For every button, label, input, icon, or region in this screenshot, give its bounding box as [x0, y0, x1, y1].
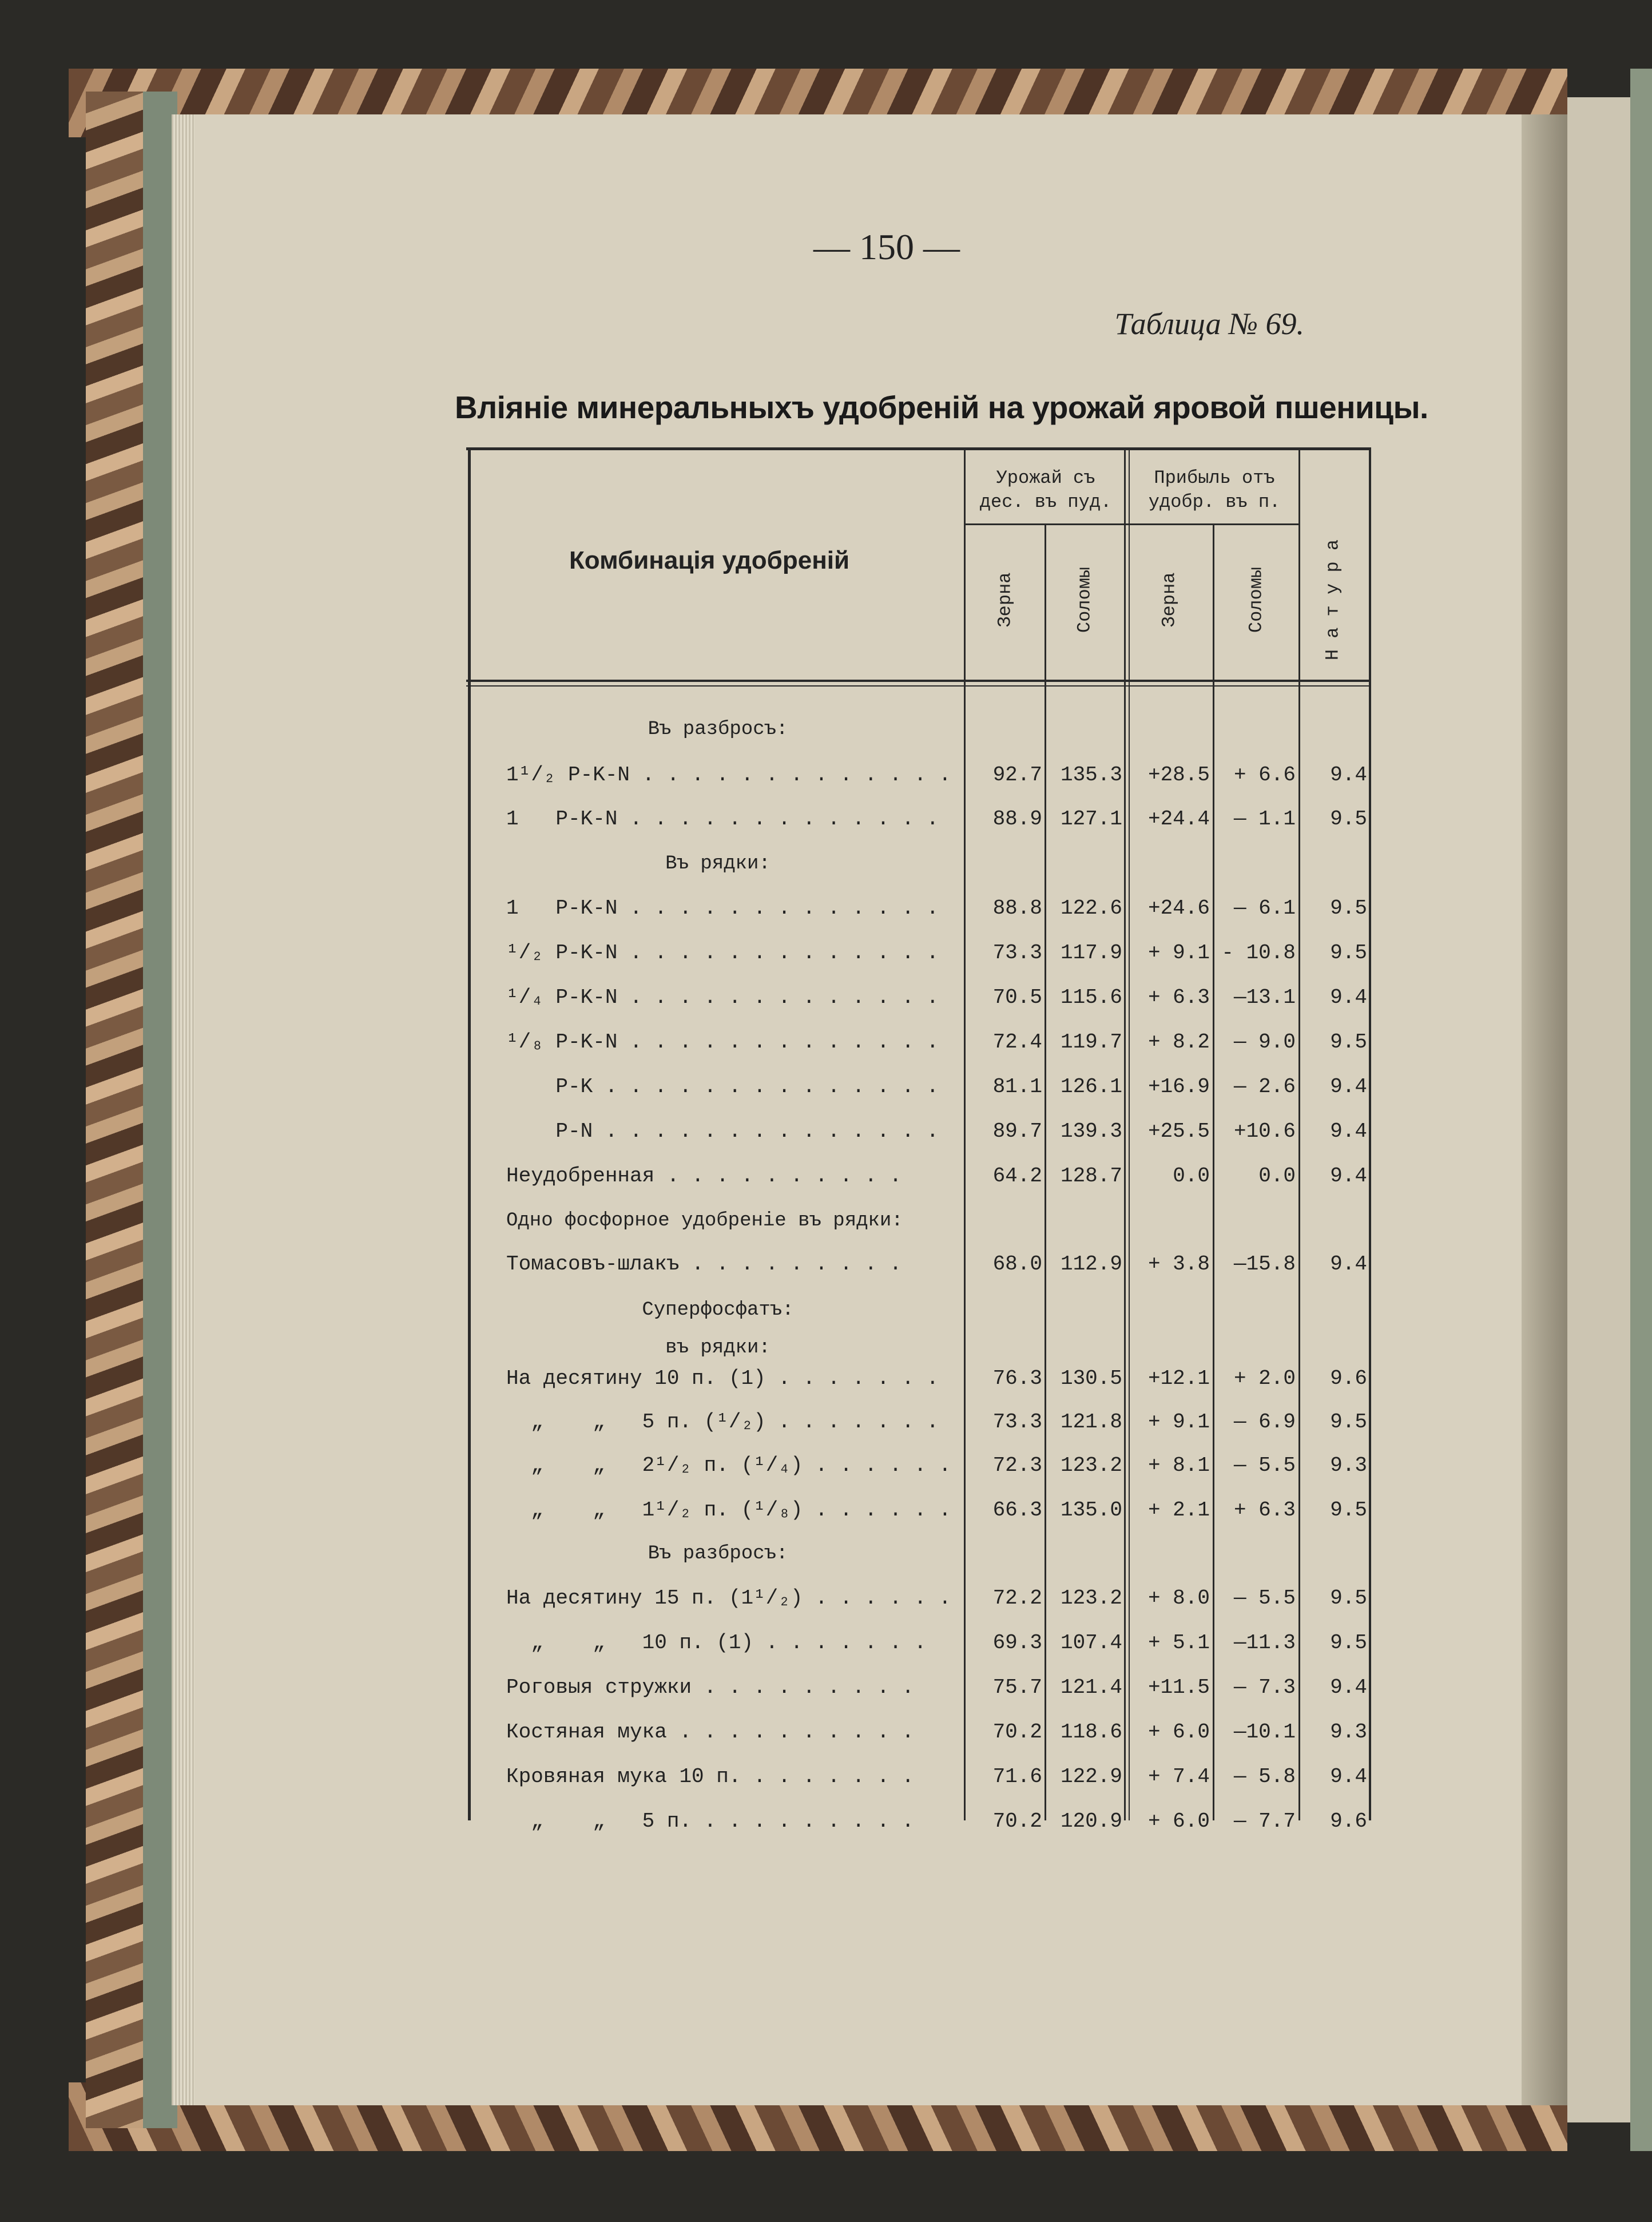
- cell-grain-yield: 71.6: [992, 1765, 1042, 1788]
- cell-grain-profit: + 5.1: [1147, 1631, 1210, 1654]
- cell-grain-profit: +12.1: [1147, 1367, 1210, 1390]
- cell-straw-profit: — 7.7: [1233, 1810, 1296, 1833]
- cell-grain-yield: 89.7: [992, 1120, 1042, 1143]
- cell-straw-profit: +10.6: [1233, 1120, 1296, 1143]
- header-col-grain-profit: Зерна: [1158, 572, 1180, 628]
- col-divider-5: [1298, 447, 1300, 1820]
- cell-grain-yield: 72.3: [992, 1454, 1042, 1477]
- cell-grain-yield: 73.3: [992, 941, 1042, 965]
- row-label: „ „ 10 п. (1) . . . . . . .: [506, 1632, 927, 1654]
- cell-straw-profit: + 6.6: [1233, 763, 1296, 787]
- cell-grain-profit: +25.5: [1147, 1120, 1210, 1143]
- row-label: ¹/₈ P-K-N . . . . . . . . . . . . .: [506, 1031, 939, 1054]
- cell-grain-profit: + 9.1: [1147, 941, 1210, 965]
- row-label: Неудобренная . . . . . . . . . .: [506, 1165, 902, 1188]
- cell-grain-yield: 70.5: [992, 986, 1042, 1009]
- cell-grain-profit: + 8.2: [1147, 1030, 1210, 1054]
- header-col-straw: Соломы: [1074, 566, 1095, 633]
- cell-natura: 9.5: [1330, 807, 1367, 831]
- cell-grain-profit: +16.9: [1147, 1075, 1210, 1098]
- cell-grain-profit: + 6.0: [1147, 1810, 1210, 1833]
- cell-straw-yield: 121.4: [1060, 1676, 1122, 1699]
- cell-straw-yield: 123.2: [1060, 1586, 1122, 1610]
- cell-grain-profit: + 8.1: [1147, 1454, 1210, 1477]
- cell-natura: 9.5: [1330, 1498, 1367, 1522]
- cell-straw-yield: 122.9: [1060, 1765, 1122, 1788]
- cell-grain-yield: 76.3: [992, 1367, 1042, 1390]
- cell-straw-yield: 107.4: [1060, 1631, 1122, 1654]
- col-divider-3: [1124, 447, 1126, 1820]
- header-col-grain: Зерна: [994, 572, 1016, 628]
- row-label: 1¹/₂ P-K-N . . . . . . . . . . . . .: [506, 764, 951, 787]
- cell-grain-yield: 70.2: [992, 1810, 1042, 1833]
- row-label: „ „ 1¹/₂ п. (¹/₈) . . . . . .: [506, 1499, 951, 1522]
- cell-straw-yield: 126.1: [1060, 1075, 1122, 1098]
- row-label: На десятину 10 п. (1) . . . . . . .: [506, 1367, 939, 1390]
- cell-straw-profit: — 5.8: [1233, 1765, 1296, 1788]
- table-label: Таблица № 69.: [1114, 307, 1304, 341]
- cell-straw-profit: — 7.3: [1233, 1676, 1296, 1699]
- row-label: На десятину 15 п. (1¹/₂) . . . . . .: [506, 1587, 951, 1610]
- cell-natura: 9.3: [1330, 1720, 1367, 1744]
- cell-grain-yield: 81.1: [992, 1075, 1042, 1098]
- header-profit-group: [1130, 466, 1299, 514]
- cell-natura: 9.4: [1330, 1164, 1367, 1188]
- cell-natura: 9.5: [1330, 1410, 1367, 1434]
- cell-grain-yield: 72.2: [992, 1586, 1042, 1610]
- row-label: „ „ 2¹/₂ п. (¹/₄) . . . . . .: [506, 1454, 951, 1477]
- row-label: ¹/₂ P-K-N . . . . . . . . . . . . .: [506, 942, 939, 965]
- header-col-natura: Н а т у р а: [1322, 539, 1344, 661]
- page-number: — 150 —: [813, 227, 960, 267]
- row-label: Костяная мука . . . . . . . . . .: [506, 1721, 914, 1744]
- header-profit-line-1: Прибыль отъ: [1154, 467, 1275, 489]
- cell-natura: 9.4: [1330, 1765, 1367, 1788]
- row-label: 1 P-K-N . . . . . . . . . . . . .: [506, 808, 939, 831]
- table-right-rule: [1369, 447, 1371, 1820]
- cell-grain-profit: + 7.4: [1147, 1765, 1210, 1788]
- cell-natura: 9.6: [1330, 1367, 1367, 1390]
- cell-grain-profit: + 3.8: [1147, 1252, 1210, 1276]
- cell-grain-profit: + 9.1: [1147, 1410, 1210, 1434]
- cell-straw-profit: — 5.5: [1233, 1454, 1296, 1477]
- table-title: Вліяніе минеральныхъ удобреній на урожай яровой пшеницы.: [455, 390, 1428, 425]
- col-divider-1: [964, 447, 966, 1820]
- table-header-rule-2: [466, 685, 1370, 687]
- cell-grain-yield: 68.0: [992, 1252, 1042, 1276]
- cell-grain-yield: 69.3: [992, 1631, 1042, 1654]
- header-yield-group: [967, 466, 1125, 514]
- cell-straw-yield: 117.9: [1060, 941, 1122, 965]
- cell-grain-profit: + 8.0: [1147, 1586, 1210, 1610]
- cell-straw-profit: 0.0: [1258, 1164, 1296, 1188]
- cell-natura: 9.5: [1330, 1586, 1367, 1610]
- cell-grain-yield: 70.2: [992, 1720, 1042, 1744]
- cell-grain-profit: +28.5: [1147, 763, 1210, 787]
- cell-straw-yield: 123.2: [1060, 1454, 1122, 1477]
- row-label: ¹/₄ P-K-N . . . . . . . . . . . . .: [506, 986, 939, 1009]
- row-label: P-N . . . . . . . . . . . . . .: [506, 1120, 939, 1143]
- row-label: „ „ 5 п. . . . . . . . . .: [506, 1810, 914, 1833]
- cell-natura: 9.4: [1330, 986, 1367, 1009]
- cell-straw-profit: —11.3: [1233, 1631, 1296, 1654]
- group-divider-rule: [966, 523, 1300, 525]
- header-col-straw-profit: Соломы: [1245, 566, 1267, 633]
- cell-natura: 9.5: [1330, 941, 1367, 965]
- row-label: Роговыя стружки . . . . . . . . .: [506, 1676, 914, 1699]
- cell-straw-profit: —15.8: [1233, 1252, 1296, 1276]
- cell-grain-yield: 88.9: [992, 807, 1042, 831]
- row-label: „ „ 5 п. (¹/₂) . . . . . . .: [506, 1411, 939, 1434]
- cell-straw-yield: 118.6: [1060, 1720, 1122, 1744]
- cell-natura: 9.5: [1330, 1030, 1367, 1054]
- header-yield-line-2: дес. въ пуд.: [979, 491, 1112, 513]
- header-profit-line-2: удобр. въ п.: [1148, 491, 1281, 513]
- cell-natura: 9.5: [1330, 1631, 1367, 1654]
- cell-straw-yield: 122.6: [1060, 896, 1122, 920]
- cell-straw-profit: — 9.0: [1233, 1030, 1296, 1054]
- cell-grain-yield: 66.3: [992, 1498, 1042, 1522]
- cell-straw-profit: — 5.5: [1233, 1586, 1296, 1610]
- cell-grain-yield: 73.3: [992, 1410, 1042, 1434]
- cell-grain-yield: 64.2: [992, 1164, 1042, 1188]
- cell-straw-yield: 115.6: [1060, 986, 1122, 1009]
- cell-straw-profit: + 2.0: [1233, 1367, 1296, 1390]
- page-gutter: [1522, 114, 1567, 2105]
- page-edges: [172, 114, 194, 2105]
- cell-grain-profit: 0.0: [1173, 1164, 1210, 1188]
- cell-straw-profit: — 6.9: [1233, 1410, 1296, 1434]
- cell-grain-profit: + 6.3: [1147, 986, 1210, 1009]
- section-heading: Въ рядки:: [665, 853, 771, 875]
- book-cover-right: [1630, 69, 1652, 2151]
- cell-grain-profit: + 2.1: [1147, 1498, 1210, 1522]
- cell-grain-yield: 75.7: [992, 1676, 1042, 1699]
- cell-grain-profit: +11.5: [1147, 1676, 1210, 1699]
- cell-straw-profit: + 6.3: [1233, 1498, 1296, 1522]
- section-heading: Суперфосфатъ:: [642, 1299, 794, 1321]
- cell-straw-profit: - 10.8: [1221, 941, 1296, 965]
- section-heading: въ рядки:: [665, 1337, 771, 1359]
- cell-straw-profit: — 2.6: [1233, 1075, 1296, 1098]
- table-left-rule: [468, 447, 471, 1820]
- section-heading: Въ разбросъ:: [648, 719, 788, 740]
- cell-straw-profit: —10.1: [1233, 1720, 1296, 1744]
- cell-natura: 9.4: [1330, 763, 1367, 787]
- cell-natura: 9.5: [1330, 896, 1367, 920]
- row-label: Кровяная мука 10 п. . . . . . . .: [506, 1765, 914, 1788]
- section-heading: Одно фосфорное удобреніе въ рядки:: [506, 1210, 903, 1232]
- cell-natura: 9.4: [1330, 1676, 1367, 1699]
- cell-straw-yield: 127.1: [1060, 807, 1122, 831]
- row-label: Томасовъ-шлакъ . . . . . . . . .: [506, 1253, 902, 1276]
- cell-straw-yield: 135.0: [1060, 1498, 1122, 1522]
- cell-natura: 9.4: [1330, 1075, 1367, 1098]
- cell-straw-yield: 121.8: [1060, 1410, 1122, 1434]
- cell-straw-yield: 120.9: [1060, 1810, 1122, 1833]
- section-heading: Въ разбросъ:: [648, 1543, 788, 1565]
- header-combination: Комбинація удобреній: [569, 546, 850, 574]
- cell-grain-profit: +24.6: [1147, 896, 1210, 920]
- col-divider-2: [1045, 523, 1046, 1820]
- cell-grain-profit: +24.4: [1147, 807, 1210, 831]
- table-top-rule: [466, 447, 1370, 450]
- header-yield-line-1: Урожай съ: [996, 467, 1095, 489]
- cell-straw-profit: —13.1: [1233, 986, 1296, 1009]
- cell-straw-yield: 112.9: [1060, 1252, 1122, 1276]
- table-header-rule: [466, 680, 1370, 682]
- cell-grain-yield: 88.8: [992, 896, 1042, 920]
- cell-natura: 9.4: [1330, 1120, 1367, 1143]
- row-label: 1 P-K-N . . . . . . . . . . . . .: [506, 897, 939, 920]
- cell-natura: 9.4: [1330, 1252, 1367, 1276]
- cell-straw-profit: — 1.1: [1233, 807, 1296, 831]
- cell-straw-profit: — 6.1: [1233, 896, 1296, 920]
- cell-straw-yield: 135.3: [1060, 763, 1122, 787]
- cell-natura: 9.6: [1330, 1810, 1367, 1833]
- cell-grain-yield: 92.7: [992, 763, 1042, 787]
- cell-straw-yield: 119.7: [1060, 1030, 1122, 1054]
- cell-grain-profit: + 6.0: [1147, 1720, 1210, 1744]
- row-label: P-K . . . . . . . . . . . . . .: [506, 1076, 939, 1098]
- cell-grain-yield: 72.4: [992, 1030, 1042, 1054]
- cell-straw-yield: 139.3: [1060, 1120, 1122, 1143]
- cell-straw-yield: 130.5: [1060, 1367, 1122, 1390]
- cell-straw-yield: 128.7: [1060, 1164, 1122, 1188]
- cell-natura: 9.3: [1330, 1454, 1367, 1477]
